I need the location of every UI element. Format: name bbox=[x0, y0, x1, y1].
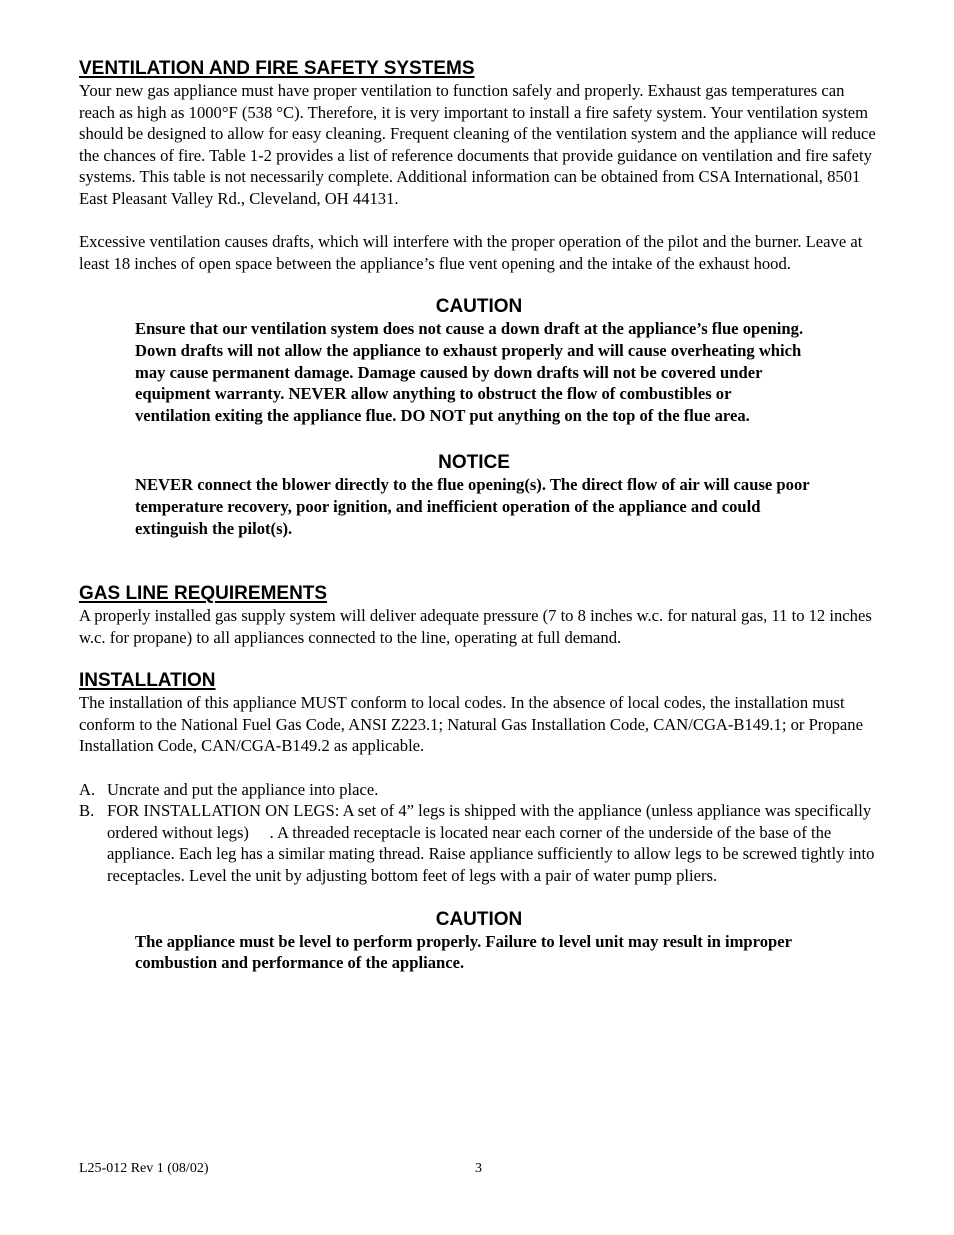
installation-step-a bbox=[79, 779, 879, 801]
notice-title: NOTICE bbox=[438, 452, 510, 474]
step-text: Uncrate and put the appliance into place. bbox=[107, 779, 379, 799]
caution-text: Ensure that our ventilation system does not cause a down draft at the appliance’s flue opening. Down drafts will not allow the appliance to exhaust properly and will cause overheating which may cause permanent damage. Damage caused by down drafts will not be covered under equipment warranty. NEVER allow anything to obstruct the flow of combustibles or ventilation exiting the appliance flue. DO NOT put anything on the top of the flue area. bbox=[135, 319, 804, 425]
step-marker: A. bbox=[79, 779, 96, 799]
page-number: 3 bbox=[475, 1161, 482, 1176]
section-heading-ventilation: VENTILATION AND FIRE SAFETY SYSTEMS bbox=[79, 58, 475, 79]
step-text: FOR INSTALLATION ON LEGS: A set of 4” legs is shipped with the appliance (unless appliance was specifically ordered without legs) . A threaded receptacle is located near each corner of the underside of the base of the appliance. Each leg has a similar mating thread. Raise appliance sufficiently to allow legs to be screwed tightly into receptacles. Level the unit by adjusting bottom feet of legs with a pair of water pump pliers. bbox=[107, 801, 879, 886]
notice-text: NEVER connect the blower directly to the flue opening(s). The direct flow of air will cause poor temperature recovery, poor ignition, and inefficient operation of the appliance and could extinguish the pilot(s). bbox=[135, 475, 810, 538]
caution-title: CAUTION bbox=[435, 908, 523, 930]
step-marker: B. bbox=[79, 801, 95, 821]
notice-box bbox=[79, 452, 879, 539]
caution-title: CAUTION bbox=[435, 296, 523, 318]
document-page bbox=[79, 58, 879, 974]
caution-box-ventilation bbox=[79, 296, 879, 426]
section-heading-gas-line: GAS LINE REQUIREMENTS bbox=[79, 583, 328, 605]
ventilation-paragraph-1: Your new gas appliance must have proper ventilation to function safely and properly. Exhaust gas temperatures can reach as high as 1000°F (538 °C). Therefore, it is very important to install a fire safety system. Your ventilation system should be designed to allow for easy cleaning. Frequent cleaning of the ventilation system and the appliance will reduce the chances of fire. Table 1-2 provides a list of reference documents that provide guidance on ventilation and fire safety systems. This table is not necessarily complete. Additional information can be obtained from CSA International, 8501 East Pleasant Valley Rd., Cleveland, OH 44131. bbox=[79, 81, 876, 208]
ventilation-paragraph-2: Excessive ventilation causes drafts, which will interfere with the proper operation of the pilot and the burner. Leave at least 18 inches of open space between the appliance’s flue vent opening and the intake of the exhaust hood. bbox=[79, 232, 863, 273]
installation-paragraph: The installation of this appliance MUST conform to local codes. In the absence of local codes, the installation must conform to the National Fuel Gas Code, ANSI Z223.1; Natural Gas Installation Code, CAN/CGA-B149.1; or Propane Installation Code, CAN/CGA-B149.2 as applicable. bbox=[79, 693, 863, 756]
caution-text: The appliance must be level to perform properly. Failure to level unit may result in improper combustion and performance of the appliance. bbox=[135, 931, 792, 973]
section-heading-installation: INSTALLATION bbox=[79, 670, 216, 692]
caution-box-installation bbox=[79, 909, 879, 974]
installation-step-b bbox=[79, 800, 879, 886]
gas-line-paragraph: A properly installed gas supply system will deliver adequate pressure (7 to 8 inches w.c. for natural gas, 11 to 12 inches w.c. for propane) to all appliances connected to the line, operating at full demand. bbox=[79, 606, 872, 647]
document-id: L25-012 Rev 1 (08/02) bbox=[79, 1161, 209, 1176]
